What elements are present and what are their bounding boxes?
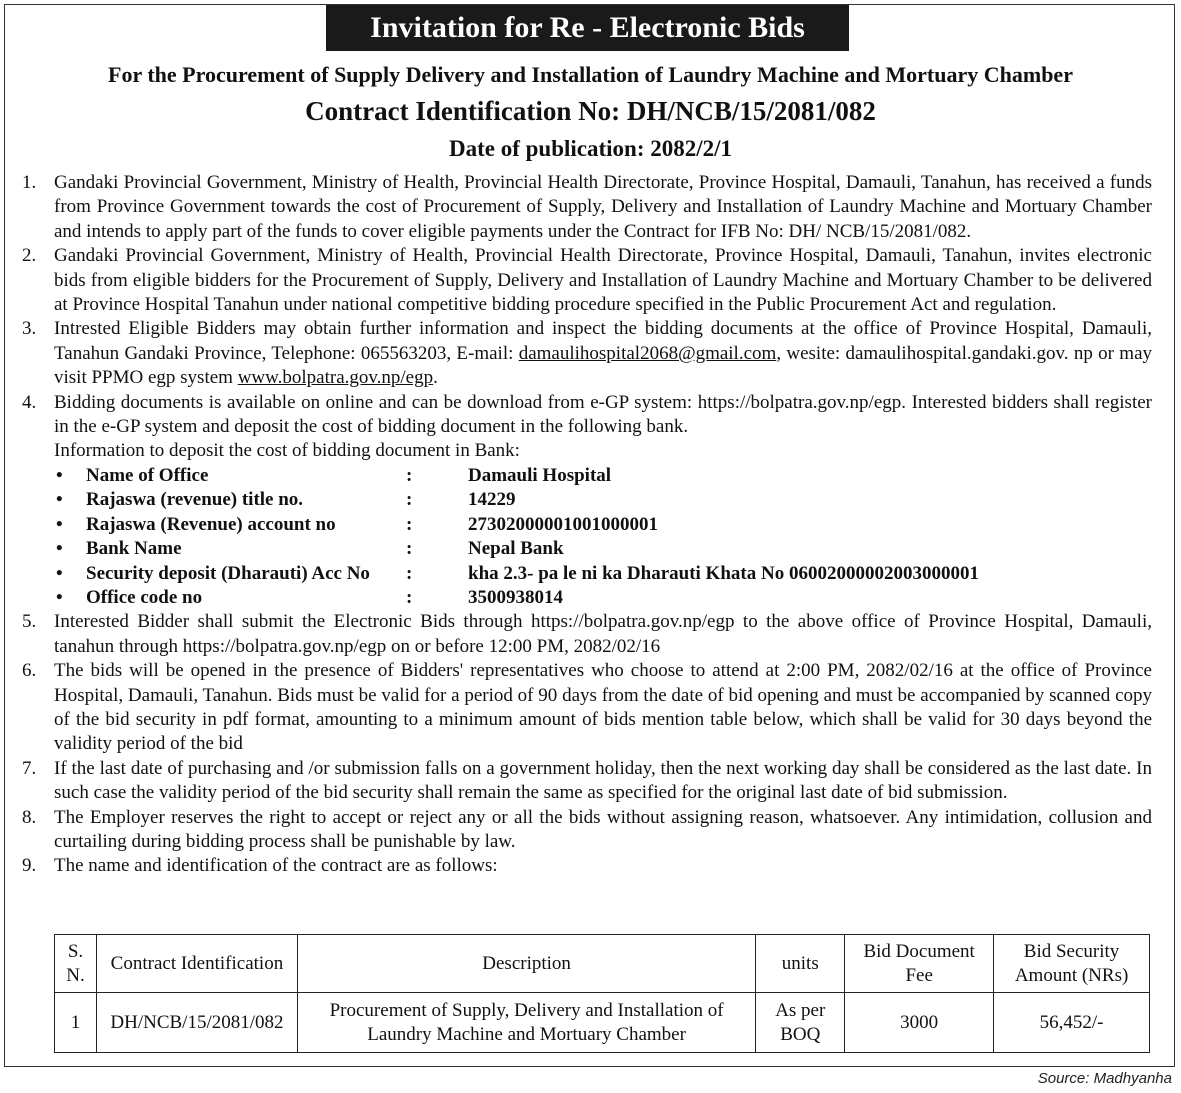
contract-identification: Contract Identification No: DH/NCB/15/2081/082 bbox=[305, 96, 876, 126]
header-contract-identification: Contract Identification bbox=[96, 935, 297, 993]
bank-info-separator: : bbox=[406, 489, 413, 511]
clause-number: 8. bbox=[22, 806, 37, 828]
bank-info-row bbox=[54, 562, 1152, 586]
bank-info-row bbox=[54, 586, 1152, 610]
clause-5 bbox=[22, 610, 1152, 659]
clause-body bbox=[54, 391, 1152, 611]
bank-info-value: 27302000001001000001 bbox=[468, 513, 658, 535]
cell-description: Procurement of Supply, Delivery and Installation of Laundry Machine and Mortuary Chamber bbox=[297, 993, 755, 1053]
clause-number: 6. bbox=[22, 660, 37, 682]
bank-info-separator: : bbox=[406, 464, 413, 486]
header-sn-line: S. bbox=[67, 940, 84, 962]
clause-3 bbox=[22, 317, 1152, 390]
bank-info-value: 3500938014 bbox=[468, 586, 563, 608]
clause-number: 3. bbox=[22, 318, 37, 340]
clause-number: 5. bbox=[22, 611, 37, 633]
clause-text: The Employer reserves the right to accept or reject any or all the bids without assigning reason, whatsoever. Any intimidation, collusion and curtailing during bidding process shall be punishable by law. bbox=[54, 806, 1152, 852]
clause-number: 7. bbox=[22, 757, 37, 779]
bank-info-label: Name of Office bbox=[86, 464, 209, 486]
bank-info-row bbox=[54, 513, 1152, 537]
header-bid-security-amount: Bid Security Amount (NRs) bbox=[994, 935, 1150, 993]
bank-info-value: Damauli Hospital bbox=[468, 464, 612, 486]
bullet-icon: • bbox=[56, 464, 63, 486]
bank-info-separator: : bbox=[406, 586, 413, 608]
publication-date: Date of publication: 2082/2/1 bbox=[448, 136, 733, 161]
bank-info-row bbox=[54, 537, 1152, 561]
email-link[interactable]: damaulihospital2068@gmail.com bbox=[518, 342, 777, 364]
clause-number: 2. bbox=[22, 245, 37, 267]
header-sn-line: N. bbox=[66, 964, 85, 986]
bank-info-label: Bank Name bbox=[86, 538, 182, 560]
clause-text-part: , wesite: damaulihospital.gandaki.gov. np or may visit PPMO egp system bbox=[54, 342, 1153, 389]
header-units: units bbox=[756, 935, 845, 993]
egp-website-link[interactable]: www.bolpatra.gov.np/egp bbox=[237, 367, 434, 389]
bank-info-label: Rajaswa (revenue) title no. bbox=[86, 489, 304, 511]
cell-units: As per BOQ bbox=[756, 993, 845, 1053]
bank-info-intro: Information to deposit the cost of bidding document in Bank: bbox=[54, 440, 520, 462]
clause-2 bbox=[22, 244, 1152, 317]
clause-text: If the last date of purchasing and /or submission falls on a government holiday, then the next working day shall be considered as the last date. In such case the validity period of the bid security shall remain the same as specified for the original last date of bid submission. bbox=[54, 757, 1152, 804]
bank-info-value: kha 2.3- pa le ni ka Dharauti Khata No 06002000002003000001 bbox=[468, 562, 979, 584]
clause-text: Bidding documents is available on online and can be download from e-GP system: https://bolpatra.gov.np/egp. Interested bidders shall register in the e-GP system and deposit the cost of bidding document in the following bank. bbox=[54, 391, 1152, 438]
bank-info-label: Rajaswa (Revenue) account no bbox=[86, 513, 336, 535]
bullet-icon: • bbox=[56, 489, 63, 511]
notice-banner: Invitation for Re - Electronic Bids bbox=[326, 5, 849, 51]
clause-text bbox=[54, 317, 1152, 390]
notice-body bbox=[22, 171, 1152, 879]
header-description: Description bbox=[297, 935, 755, 993]
notice-subtitle: For the Procurement of Supply Delivery and Installation of Laundry Machine and Mortuary Chamber bbox=[108, 62, 1073, 87]
clause-9 bbox=[22, 854, 1152, 878]
clause-text: The bids will be opened in the presence of Bidders' representatives who choose to attend at 2:00 PM, 2082/02/16 at the office of Province Hospital, Damauli, Tanahun. Bids must be valid for a period of 90 days from the date of bid opening and must be accompanied by scanned copy of the bid security in pdf format, amounting to a minimum amount of bids mention table below, which shall be valid for 30 days beyond the validity period of the bid bbox=[54, 660, 1152, 755]
clause-1 bbox=[22, 171, 1152, 244]
clause-text: The name and identification of the contract are as follows: bbox=[54, 855, 498, 877]
bank-info-separator: : bbox=[406, 538, 413, 560]
clause-4 bbox=[22, 391, 1152, 611]
bank-info-separator: : bbox=[406, 513, 413, 535]
clause-text: Gandaki Provincial Government, Ministry of Health, Provincial Health Directorate, Province Hospital, Damauli, Tanahun, has received a funds from Province Government towards the cost of Procurement of Supply, Delivery and Installation of Laundry Machine and Mortuary Chamber and intends to apply part of the funds to cover eligible payments under the Contract for IFB No: DH/ NCB/15/2081/082. bbox=[54, 172, 1152, 242]
clause-text: Gandaki Provincial Government, Ministry of Health, Provincial Health Directorate, Province Hospital, Damauli, Tanahun, invites electronic bids from eligible bidders for the Procurement of Supply, Delivery and Installation of Laundry Machine and Mortuary Chamber to be delivered at Province Hospital Tanahun under national competitive bidding procedure specified in the Public Procurement Act and regulation. bbox=[54, 245, 1152, 316]
bank-info-row bbox=[54, 488, 1152, 512]
clause-8 bbox=[22, 806, 1152, 855]
header-bid-document-fee: Bid Document Fee bbox=[845, 935, 994, 993]
cell-sn: 1 bbox=[55, 993, 97, 1053]
source-credit: Source: Madhyanha bbox=[1037, 1070, 1172, 1087]
clause-text-part: . bbox=[433, 367, 438, 389]
bullet-icon: • bbox=[56, 562, 63, 584]
cell-bid-security-amount: 56,452/- bbox=[994, 993, 1150, 1053]
bank-info-row bbox=[54, 464, 1152, 488]
table-header-row bbox=[55, 935, 1150, 993]
clause-6 bbox=[22, 659, 1152, 757]
table-row bbox=[55, 993, 1150, 1053]
cell-contract-identification: DH/NCB/15/2081/082 bbox=[96, 993, 297, 1053]
bank-info-label: Office code no bbox=[86, 586, 203, 608]
cell-bid-document-fee: 3000 bbox=[845, 993, 994, 1053]
bank-info-label: Security deposit (Dharauti) Acc No bbox=[86, 562, 370, 584]
bullet-icon: • bbox=[56, 538, 63, 560]
clause-number: 9. bbox=[22, 855, 37, 877]
contract-table bbox=[54, 934, 1150, 1053]
header-sn bbox=[55, 935, 97, 993]
clause-text: Interested Bidder shall submit the Electronic Bids through https://bolpatra.gov.np/egp to the above office of Province Hospital, Damauli, tanahun through https://bolpatra.gov.np/egp on or before 12:00 PM, 2082/02/16 bbox=[54, 611, 1152, 657]
bullet-icon: • bbox=[56, 513, 63, 535]
bank-info-separator: : bbox=[406, 562, 413, 584]
bank-info-value: 14229 bbox=[468, 489, 516, 511]
clause-7 bbox=[22, 757, 1152, 806]
clause-text-part: Intrested Eligible Bidders may obtain further information and inspect the bidding documents at the office of Province Hospital, Damauli, Tanahun Gandaki Province, Telephone: 065563203, E-mail: bbox=[54, 318, 1152, 364]
bank-info-value: Nepal Bank bbox=[468, 538, 564, 560]
clause-number: 4. bbox=[22, 391, 37, 413]
bullet-icon: • bbox=[56, 586, 63, 608]
clause-number: 1. bbox=[22, 172, 37, 193]
bank-info-list bbox=[54, 464, 1152, 610]
